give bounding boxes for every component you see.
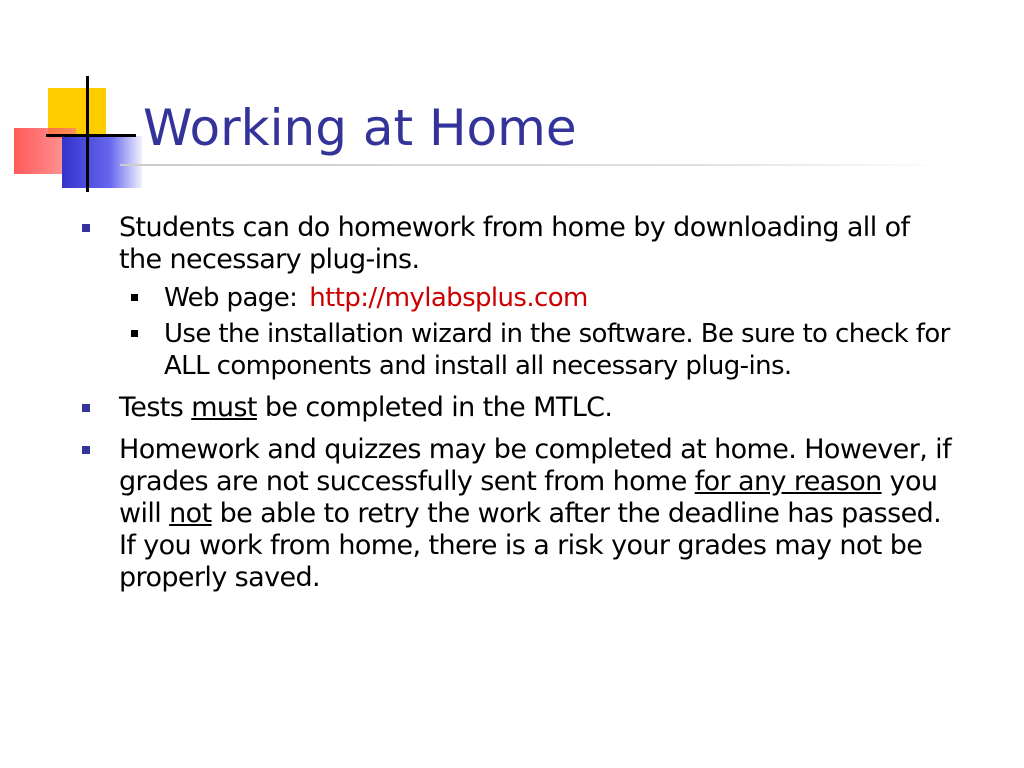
- bullet-text-part: be completed in the MTLC.: [256, 392, 613, 423]
- square-bullet-icon: [131, 330, 138, 337]
- bullet-text-part: Tests: [119, 392, 192, 423]
- bullet-list: [78, 212, 958, 604]
- sub-bullet-list: [119, 282, 958, 382]
- square-bullet-icon: [82, 446, 90, 454]
- bullet-item-homework-from-home: [78, 212, 958, 382]
- horizontal-line-shape: [46, 134, 136, 137]
- bullet-text-part: Homework and quizzes may be completed at home. However, if grades are not successfully sent from home: [119, 434, 951, 497]
- underlined-emphasis: for any reason: [694, 466, 882, 497]
- mylabsplus-link[interactable]: http://mylabsplus.com: [309, 283, 588, 313]
- bullet-text: Students can do homework from home by downloading all of the necessary plug-ins.: [119, 212, 910, 275]
- blue-square-shape: [62, 136, 142, 188]
- squares-logo-icon: [0, 0, 150, 200]
- bullet-item-homework-quizzes: [78, 434, 958, 594]
- web-page-label: Web page:: [164, 283, 298, 313]
- bullet-text-part: you will: [119, 466, 938, 529]
- square-bullet-icon: [131, 294, 138, 301]
- underlined-emphasis: not: [169, 498, 212, 529]
- sub-bullet-installation-wizard: [119, 318, 958, 382]
- bullet-item-tests: [78, 392, 958, 424]
- sub-bullet-text: Use the installation wizard in the software. Be sure to check for ALL components and install all necessary plug-ins.: [164, 319, 950, 381]
- underlined-emphasis: must: [191, 392, 257, 423]
- square-bullet-icon: [82, 404, 90, 412]
- title-divider: [120, 164, 950, 166]
- sub-bullet-web-page: [119, 282, 958, 314]
- slide-title: Working at Home: [143, 99, 577, 157]
- square-bullet-icon: [82, 224, 90, 232]
- bullet-text-part: be able to retry the work after the deadline has passed. If you work from home, there is a risk your grades may not be properly saved.: [119, 498, 942, 593]
